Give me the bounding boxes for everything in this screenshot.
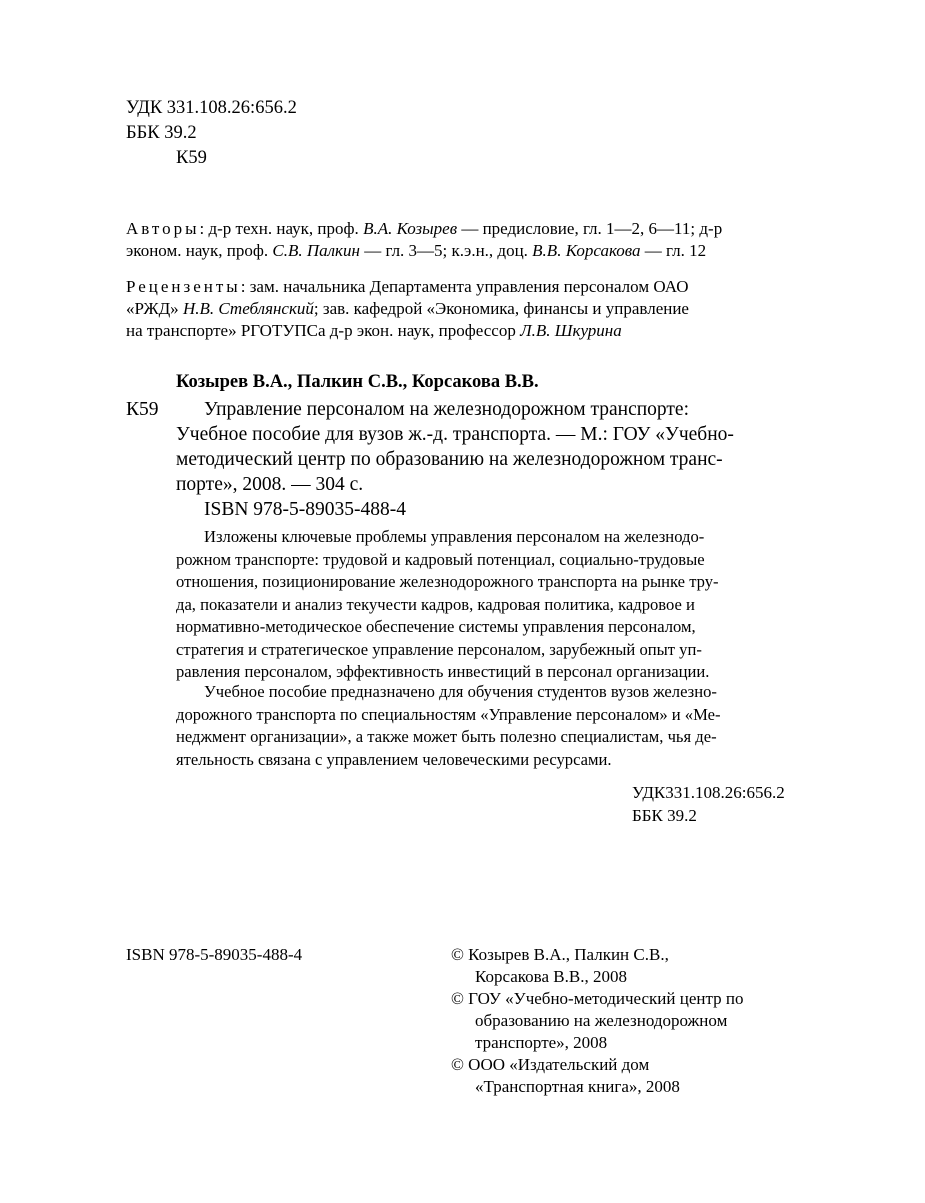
copyright-line: образованию на железнодорожном — [475, 1011, 728, 1030]
abstract-line: стратегия и стратегическое управление персоналом, зарубежный опыт уп- — [176, 639, 702, 659]
text-run: — гл. 12 — [640, 241, 707, 260]
person-name: С.В. Палкин — [272, 241, 360, 260]
text-run: на транспорте» РГОТУПСа д-р экон. наук, профессор — [126, 321, 521, 340]
header-udk: УДК 331.108.26:656.2 — [126, 98, 297, 118]
person-name: В.А. Козырев — [363, 219, 458, 238]
person-name: Н.В. Стеблянский — [182, 299, 314, 318]
abstract-line: Изложены ключевые проблемы управления персоналом на железнодо- — [204, 527, 705, 546]
text-run: «РЖД» — [126, 299, 183, 318]
text-run: эконом. наук, проф. — [126, 241, 273, 260]
header-bbk: ББК 39.2 — [126, 123, 197, 143]
abstract-line: равления персоналом, эффективность инвестиций в персонал организации. — [176, 662, 710, 681]
abstract-line: Учебное пособие предназначено для обучения студентов вузов железно- — [204, 682, 717, 701]
card-title-line: порте», 2008. — 304 с. — [176, 474, 364, 495]
reviewers-block — [126, 276, 689, 342]
reviewers-label: Рецензенты — [126, 277, 241, 296]
text-run: : зам. начальника Департамента управления персоналом ОАО — [240, 277, 689, 296]
card-title — [176, 397, 734, 497]
text-run: : д-р техн. наук, проф. — [199, 219, 364, 238]
abstract-line: нормативно-методическое обеспечение системы управления персоналом, — [176, 617, 696, 636]
authors-block — [126, 218, 722, 262]
text-run: ; зав. кафедрой «Экономика, финансы и управление — [313, 299, 689, 318]
abstract-line: да, показатели и анализ текучести кадров, кадровая политика, кадровое и — [176, 594, 695, 614]
copyright-line: транспорте», 2008 — [475, 1033, 608, 1052]
card-title-line: Управление персоналом на железнодорожном транспорте: — [204, 399, 690, 420]
text-run: — предисловие, гл. 1—2, 6—11; д-р — [457, 219, 723, 238]
authors-label: Авторы — [126, 219, 200, 238]
reviewers-line — [126, 298, 689, 320]
card-title-line: методический центр по образованию на железнодорожном транс- — [176, 449, 723, 470]
classification-bbk: ББК 39.2 — [632, 806, 697, 825]
abstract-line: рожном транспорте: трудовой и кадровый потенциал, социально-трудовые — [176, 549, 705, 569]
card-authors: Козырев В.А., Палкин С.В., Корсакова В.В. — [176, 372, 539, 392]
copyright-line: © Козырев В.А., Палкин С.В., — [451, 945, 669, 964]
footer-isbn: ISBN 978-5-89035-488-4 — [126, 945, 303, 964]
copyright-line: © ГОУ «Учебно-методический центр по — [451, 989, 744, 1008]
copyright-block — [451, 944, 743, 1098]
person-name: В.В. Корсакова — [532, 241, 641, 260]
abstract-paragraph-2 — [176, 681, 721, 771]
abstract-paragraph-1 — [176, 526, 719, 684]
reviewers-line — [126, 320, 689, 342]
copyright-line: Корсакова В.В., 2008 — [475, 967, 627, 986]
header-author-code: К59 — [176, 148, 207, 168]
authors-line — [126, 240, 722, 262]
text-run: — гл. 3—5; к.э.н., доц. — [359, 241, 533, 260]
copyright-line: © ООО «Издательский дом — [451, 1055, 650, 1074]
abstract-line: отношения, позиционирование железнодорожного транспорта на рынке тру- — [176, 572, 719, 591]
card-title-line: Учебное пособие для вузов ж.-д. транспорта. — М.: ГОУ «Учебно- — [176, 424, 734, 445]
abstract-line: дорожного транспорта по специальностям «Управление персоналом» и «Ме- — [176, 704, 721, 724]
reviewers-line — [126, 276, 689, 298]
person-name: Л.В. Шкурина — [520, 321, 622, 340]
card-isbn: ISBN 978-5-89035-488-4 — [204, 499, 407, 520]
copyright-line: «Транспортная книга», 2008 — [475, 1077, 680, 1096]
card-author-code: К59 — [126, 399, 159, 420]
abstract-line: ятельность связана с управлением человеческими ресурсами. — [176, 749, 612, 769]
classification-udk: УДК331.108.26:656.2 — [632, 783, 785, 802]
authors-line — [126, 218, 722, 240]
abstract-line: неджмент организации», а также может быть полезно специалистам, чья де- — [176, 727, 717, 746]
